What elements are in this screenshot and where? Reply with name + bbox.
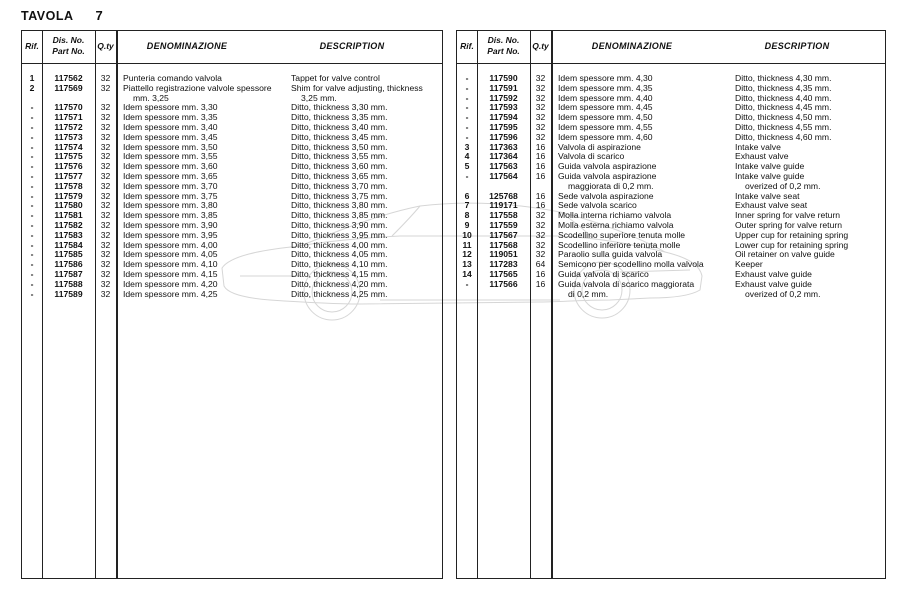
quantity-cell: 32	[100, 288, 111, 299]
description-cell: Intake valve	[735, 141, 781, 152]
rif-cell: -	[30, 229, 34, 240]
denominazione-cell: Sede valvola scarico	[558, 200, 637, 211]
col-header-qty: Q.ty	[97, 41, 114, 51]
table-row	[457, 162, 885, 172]
description-cell: Ditto, thickness 4,00 mm.	[291, 239, 388, 250]
description-cell: Outer spring for valve return	[735, 219, 842, 230]
description-continuation: overized of 0,2 mm.	[745, 180, 821, 191]
denominazione-cell: Idem spessore mm. 3,40	[123, 121, 218, 132]
denominazione-cell: Guida valvola aspirazione	[558, 170, 657, 181]
description-cell: Lower cup for retaining spring	[735, 239, 849, 250]
part-number-cell: 117592	[489, 92, 518, 103]
quantity-cell: 32	[100, 102, 111, 113]
denominazione-cell: Idem spessore mm. 4,25	[123, 288, 218, 299]
quantity-cell: 32	[535, 102, 546, 113]
quantity-cell: 32	[100, 259, 111, 270]
table-row	[22, 84, 442, 94]
denominazione-cell: Idem spessore mm. 4,10	[123, 259, 218, 270]
description-cell: Ditto, thickness 4,15 mm.	[291, 268, 388, 279]
description-cell: Keeper	[735, 259, 763, 270]
rif-cell: -	[30, 102, 34, 113]
description-cell: Ditto, thickness 3,85 mm.	[291, 210, 388, 221]
description-cell: Ditto, thickness 3,90 mm.	[291, 219, 388, 230]
denominazione-cell: Idem spessore mm. 4,40	[558, 92, 653, 103]
table-row	[457, 172, 885, 182]
col-header-denominazione: DENOMINAZIONE	[591, 41, 673, 51]
quantity-cell: 32	[535, 210, 546, 221]
part-number-cell: 119171	[489, 200, 518, 211]
col-header-qty: Q.ty	[532, 41, 549, 51]
part-number-cell: 117583	[54, 229, 83, 240]
description-cell: Ditto, thickness 3,70 mm.	[291, 180, 388, 191]
table-body-right	[457, 74, 885, 299]
rif-cell: 2	[29, 82, 35, 93]
col-header-denominazione: DENOMINAZIONE	[146, 41, 228, 51]
rif-cell: -	[465, 82, 469, 93]
part-number-cell: 117580	[54, 200, 83, 211]
rif-cell: -	[30, 288, 34, 299]
part-number-cell: 117571	[54, 112, 83, 123]
denominazione-cell: Scodellino inferiore tenuta molle	[558, 239, 681, 250]
col-header-dis-no-label: Dis. No.	[52, 35, 85, 45]
col-header-rif: Rif.	[25, 41, 39, 51]
denominazione-cell: Punteria comando valvola	[123, 73, 222, 83]
quantity-cell: 16	[535, 190, 546, 201]
part-number-cell: 117589	[54, 288, 83, 299]
rif-cell: 9	[464, 219, 470, 230]
col-header-part-no-label: Part No.	[52, 46, 85, 56]
rif-cell: -	[30, 161, 34, 172]
denominazione-cell: Valvola di aspirazione	[558, 141, 641, 152]
part-number-cell: 117590	[489, 73, 518, 83]
denominazione-cell: Idem spessore mm. 4,30	[558, 73, 653, 83]
description-cell: Ditto, thickness 3,65 mm.	[291, 170, 388, 181]
denominazione-cell: Idem spessore mm. 4,05	[123, 249, 218, 260]
col-header-description: DESCRIPTION	[319, 41, 385, 51]
rif-cell: -	[30, 121, 34, 132]
quantity-cell: 32	[100, 73, 111, 83]
col-header-part-no	[42, 35, 95, 57]
denominazione-cell: Piattello registrazione valvole spessore	[123, 82, 272, 93]
quantity-cell: 16	[535, 268, 546, 279]
parts-table-right	[456, 30, 886, 579]
part-number-cell: 117596	[489, 131, 518, 142]
part-number-cell: 117588	[54, 278, 83, 289]
description-cell: Exhaust valve guide	[735, 278, 812, 289]
part-number-cell: 117363	[489, 141, 518, 152]
description-cell: Ditto, thickness 4,35 mm.	[735, 82, 832, 93]
description-cell: Ditto, thickness 4,20 mm.	[291, 278, 388, 289]
denominazione-cell: Idem spessore mm. 3,30	[123, 102, 218, 113]
description-cell: Exhaust valve seat	[735, 200, 808, 211]
quantity-cell: 32	[535, 82, 546, 93]
table-number: 7	[95, 8, 104, 23]
quantity-cell: 32	[535, 92, 546, 103]
denominazione-cell: Guida valvola aspirazione	[558, 161, 657, 172]
denominazione-cell: Idem spessore mm. 3,80	[123, 200, 218, 211]
quantity-cell: 32	[100, 210, 111, 221]
part-number-cell: 117585	[54, 249, 83, 260]
quantity-cell: 16	[535, 200, 546, 211]
part-number-cell: 117568	[489, 239, 518, 250]
part-number-cell: 117572	[54, 121, 83, 132]
denominazione-continuation: mm. 3,25	[133, 92, 169, 103]
parts-table-left	[21, 30, 443, 579]
rif-cell: -	[465, 121, 469, 132]
quantity-cell: 32	[535, 249, 546, 260]
part-number-cell: 117566	[489, 278, 518, 289]
denominazione-cell: Idem spessore mm. 4,50	[558, 112, 653, 123]
quantity-cell: 32	[100, 278, 111, 289]
table-row	[457, 280, 885, 290]
part-number-cell: 117586	[54, 259, 83, 270]
rif-cell: 3	[464, 141, 470, 152]
quantity-cell: 16	[535, 161, 546, 172]
rif-cell: -	[30, 249, 34, 260]
denominazione-cell: Idem spessore mm. 3,60	[123, 161, 218, 172]
quantity-cell: 32	[100, 141, 111, 152]
description-cell: Intake valve seat	[735, 190, 800, 201]
denominazione-cell: Valvola di scarico	[558, 151, 625, 162]
part-number-cell: 117587	[54, 268, 83, 279]
table-row	[457, 152, 885, 162]
quantity-cell: 32	[100, 229, 111, 240]
table-body-left	[22, 74, 442, 299]
table-row-continuation	[457, 290, 885, 300]
part-number-cell: 117582	[54, 219, 83, 230]
denominazione-cell: Idem spessore mm. 3,35	[123, 112, 218, 123]
part-number-cell: 117581	[54, 210, 83, 221]
quantity-cell: 16	[535, 278, 546, 289]
quantity-cell: 32	[100, 249, 111, 260]
quantity-cell: 16	[535, 151, 546, 162]
denominazione-cell: Paraolio sulla guida valvola	[558, 249, 663, 260]
quantity-cell: 16	[535, 141, 546, 152]
quantity-cell: 32	[100, 131, 111, 142]
quantity-cell: 32	[100, 151, 111, 162]
description-cell: Upper cup for retaining spring	[735, 229, 849, 240]
rif-cell: 8	[464, 210, 470, 221]
rif-cell: 12	[462, 249, 472, 260]
part-number-cell: 117579	[54, 190, 83, 201]
part-number-cell: 117573	[54, 131, 83, 142]
col-header-part-no	[477, 35, 530, 57]
rif-cell: 13	[462, 259, 472, 270]
description-cell: Ditto, thickness 4,55 mm.	[735, 121, 832, 132]
part-number-cell: 117564	[489, 170, 518, 181]
description-cell: Intake valve guide	[735, 161, 805, 172]
description-continuation: 3,25 mm.	[301, 92, 337, 103]
part-number-cell: 117565	[489, 268, 518, 279]
rif-cell: -	[30, 151, 34, 162]
description-cell: Exhaust valve guide	[735, 268, 812, 279]
denominazione-cell: Molla esterna richiamo valvola	[558, 219, 674, 230]
part-number-cell: 117364	[489, 151, 518, 162]
denominazione-cell: Idem spessore mm. 4,20	[123, 278, 218, 289]
denominazione-cell: Idem spessore mm. 3,90	[123, 219, 218, 230]
quantity-cell: 32	[100, 121, 111, 132]
description-cell: Ditto, thickness 4,45 mm.	[735, 102, 832, 113]
rif-cell: -	[30, 278, 34, 289]
quantity-cell: 32	[100, 219, 111, 230]
quantity-cell: 32	[100, 180, 111, 191]
table-row	[457, 143, 885, 153]
denominazione-continuation: maggiorata di 0,2 mm.	[568, 180, 654, 191]
part-number-cell: 117578	[54, 180, 83, 191]
part-number-cell: 117283	[489, 259, 518, 270]
quantity-cell: 32	[100, 200, 111, 211]
col-header-dis-no-label: Dis. No.	[487, 35, 520, 45]
denominazione-cell: Guida valvola di scarico maggiorata	[558, 278, 695, 289]
part-number-cell: 117558	[489, 210, 518, 221]
rif-cell: 10	[462, 229, 472, 240]
part-number-cell: 117595	[489, 121, 518, 132]
rif-cell: -	[30, 131, 34, 142]
quantity-cell: 32	[100, 268, 111, 279]
col-header-rif: Rif.	[460, 41, 474, 51]
table-header	[22, 31, 442, 64]
rif-cell: -	[30, 180, 34, 191]
table-row	[457, 260, 885, 270]
rif-cell: -	[465, 112, 469, 123]
description-cell: Ditto, thickness 3,60 mm.	[291, 161, 388, 172]
rif-cell: 7	[464, 200, 470, 211]
description-cell: Oil retainer on valve guide	[735, 249, 835, 260]
table-row-continuation	[457, 182, 885, 192]
denominazione-cell: Idem spessore mm. 3,50	[123, 141, 218, 152]
part-number-cell: 117575	[54, 151, 83, 162]
description-cell: Intake valve guide	[735, 170, 805, 181]
description-cell: Ditto, thickness 3,95 mm.	[291, 229, 388, 240]
part-number-cell: 117577	[54, 170, 83, 181]
part-number-cell: 117584	[54, 239, 83, 250]
table-row	[22, 290, 442, 300]
description-cell: Ditto, thickness 3,35 mm.	[291, 112, 388, 123]
description-cell: Tappet for valve control	[291, 73, 380, 83]
part-number-cell: 117574	[54, 141, 83, 152]
rif-cell: 4	[464, 151, 470, 162]
quantity-cell: 32	[100, 161, 111, 172]
part-number-cell: 117567	[489, 229, 518, 240]
rif-cell: 1	[29, 73, 35, 83]
rif-cell: -	[465, 102, 469, 113]
rif-cell: 14	[462, 268, 472, 279]
quantity-cell: 16	[535, 170, 546, 181]
description-cell: Ditto, thickness 3,80 mm.	[291, 200, 388, 211]
table-row	[457, 192, 885, 202]
part-number-cell: 125768	[489, 190, 518, 201]
denominazione-cell: Idem spessore mm. 3,70	[123, 180, 218, 191]
quantity-cell: 32	[535, 219, 546, 230]
rif-cell: -	[30, 259, 34, 270]
col-header-description: DESCRIPTION	[764, 41, 830, 51]
part-number-cell: 117594	[489, 112, 518, 123]
quantity-cell: 32	[100, 112, 111, 123]
description-cell: Ditto, thickness 4,05 mm.	[291, 249, 388, 260]
rif-cell: 11	[462, 239, 472, 250]
quantity-cell: 32	[535, 112, 546, 123]
rif-cell: -	[30, 141, 34, 152]
denominazione-cell: Idem spessore mm. 4,45	[558, 102, 653, 113]
quantity-cell: 32	[535, 239, 546, 250]
description-cell: Ditto, thickness 4,40 mm.	[735, 92, 832, 103]
rif-cell: 5	[464, 161, 470, 172]
rif-cell: -	[30, 200, 34, 211]
description-cell: Ditto, thickness 3,55 mm.	[291, 151, 388, 162]
quantity-cell: 32	[100, 170, 111, 181]
part-number-cell: 117562	[54, 73, 83, 83]
denominazione-cell: Idem spessore mm. 3,65	[123, 170, 218, 181]
denominazione-cell: Scodellino superiore tenuta molle	[558, 229, 686, 240]
part-number-cell: 117570	[54, 102, 83, 113]
part-number-cell: 117593	[489, 102, 518, 113]
description-cell: Exhaust valve	[735, 151, 789, 162]
rif-cell: -	[30, 219, 34, 230]
part-number-cell: 119051	[489, 249, 518, 260]
description-cell: Ditto, thickness 4,25 mm.	[291, 288, 388, 299]
quantity-cell: 32	[535, 229, 546, 240]
part-number-cell: 117569	[54, 82, 83, 93]
page-title-label: TAVOLA	[21, 9, 74, 23]
denominazione-cell: Idem spessore mm. 3,55	[123, 151, 218, 162]
rif-cell: -	[30, 239, 34, 250]
description-cell: Ditto, thickness 3,75 mm.	[291, 190, 388, 201]
denominazione-cell: Guida valvola di scarico	[558, 268, 649, 279]
description-cell: Ditto, thickness 3,50 mm.	[291, 141, 388, 152]
quantity-cell: 32	[100, 190, 111, 201]
description-cell: Ditto, thickness 4,30 mm.	[735, 73, 832, 83]
quantity-cell: 32	[535, 131, 546, 142]
rif-cell: -	[30, 190, 34, 201]
denominazione-cell: Idem spessore mm. 4,15	[123, 268, 218, 279]
quantity-cell: 32	[535, 121, 546, 132]
denominazione-cell: Sede valvola aspirazione	[558, 190, 654, 201]
denominazione-continuation: di 0,2 mm.	[568, 288, 609, 299]
quantity-cell: 32	[100, 82, 111, 93]
quantity-cell: 64	[535, 259, 546, 270]
part-number-cell: 117563	[489, 161, 518, 172]
rif-cell: -	[465, 73, 469, 83]
rif-cell: -	[465, 170, 469, 181]
denominazione-cell: Idem spessore mm. 3,85	[123, 210, 218, 221]
rif-cell: -	[465, 131, 469, 142]
rif-cell: -	[30, 268, 34, 279]
denominazione-cell: Idem spessore mm. 4,55	[558, 121, 653, 132]
table-row	[457, 133, 885, 143]
quantity-cell: 32	[535, 73, 546, 83]
denominazione-cell: Idem spessore mm. 4,60	[558, 131, 653, 142]
table-header	[457, 31, 885, 64]
denominazione-cell: Idem spessore mm. 3,95	[123, 229, 218, 240]
denominazione-cell: Semicono per scodellino molla valvola	[558, 259, 704, 270]
rif-cell: -	[465, 278, 469, 289]
quantity-cell: 32	[100, 239, 111, 250]
description-cell: Inner spring for valve return	[735, 210, 841, 221]
rif-cell: -	[30, 170, 34, 181]
description-cell: Ditto, thickness 4,60 mm.	[735, 131, 832, 142]
rif-cell: -	[30, 112, 34, 123]
part-number-cell: 117591	[489, 82, 518, 93]
denominazione-cell: Idem spessore mm. 3,75	[123, 190, 218, 201]
description-cell: Ditto, thickness 3,45 mm.	[291, 131, 388, 142]
description-cell: Ditto, thickness 4,50 mm.	[735, 112, 832, 123]
rif-cell: -	[465, 92, 469, 103]
denominazione-cell: Idem spessore mm. 4,00	[123, 239, 218, 250]
denominazione-cell: Molla interna richiamo valvola	[558, 210, 672, 221]
description-cell: Ditto, thickness 4,10 mm.	[291, 259, 388, 270]
description-cell: Shim for valve adjusting, thickness	[291, 82, 423, 93]
col-header-part-no-label: Part No.	[487, 46, 520, 56]
description-cell: Ditto, thickness 3,30 mm.	[291, 102, 388, 113]
description-cell: Ditto, thickness 3,40 mm.	[291, 121, 388, 132]
part-number-cell: 117559	[489, 219, 518, 230]
description-continuation: overized of 0,2 mm.	[745, 288, 821, 299]
rif-cell: -	[30, 210, 34, 221]
part-number-cell: 117576	[54, 161, 83, 172]
page-title	[21, 8, 103, 23]
rif-cell: 6	[464, 190, 470, 201]
denominazione-cell: Idem spessore mm. 3,45	[123, 131, 218, 142]
denominazione-cell: Idem spessore mm. 4,35	[558, 82, 653, 93]
